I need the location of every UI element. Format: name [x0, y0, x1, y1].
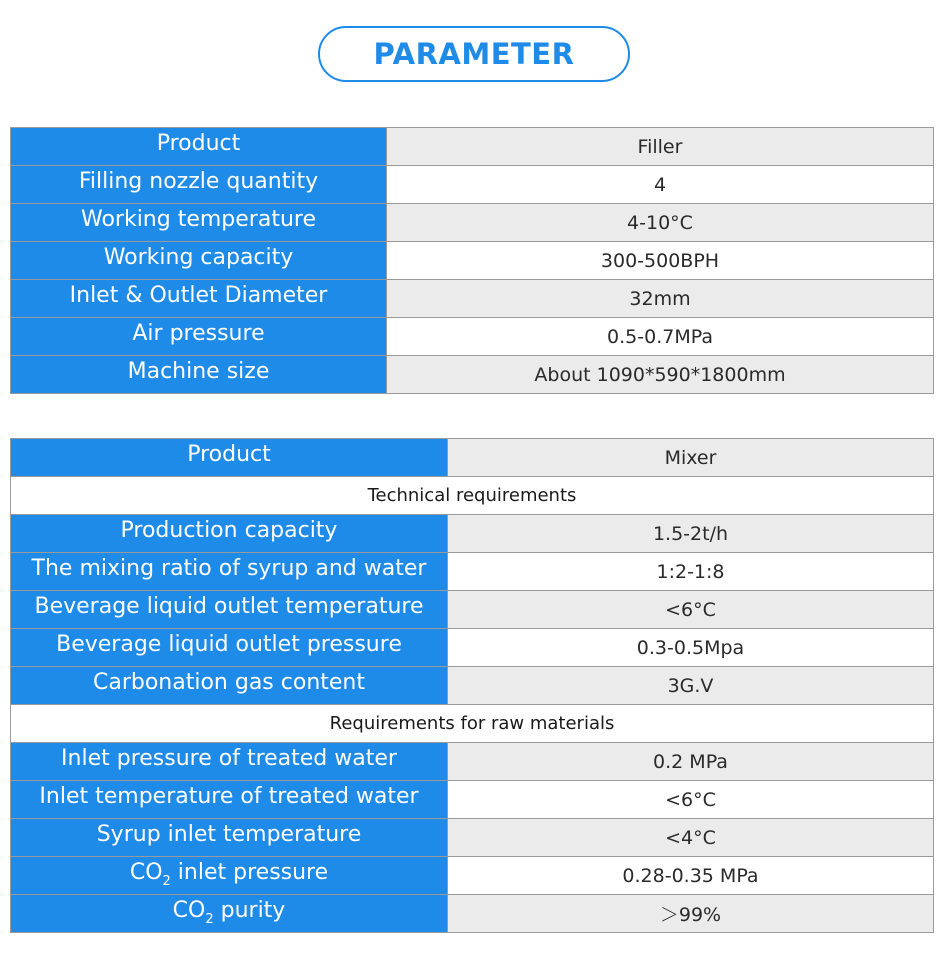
row-value: ＞99% — [448, 895, 934, 933]
row-value: 0.5-0.7MPa — [387, 318, 934, 356]
row-value: 0.2 MPa — [448, 743, 934, 781]
table-row — [11, 857, 934, 895]
table-row — [11, 356, 934, 394]
mixer-parameter-table — [10, 438, 934, 933]
row-label: Machine size — [11, 356, 387, 394]
table-row — [11, 166, 934, 204]
row-label: Beverage liquid outlet pressure — [11, 629, 448, 667]
table-row — [11, 819, 934, 857]
row-value: 3G.V — [448, 667, 934, 705]
table-row — [11, 242, 934, 280]
filler-parameter-table — [10, 127, 934, 394]
table-row — [11, 318, 934, 356]
table-row — [11, 895, 934, 933]
row-value: Filler — [387, 128, 934, 166]
row-label: The mixing ratio of syrup and water — [11, 553, 448, 591]
table-row — [11, 553, 934, 591]
row-value: 0.28-0.35 MPa — [448, 857, 934, 895]
row-value: <4°C — [448, 819, 934, 857]
co2-subscript: 2 — [205, 912, 214, 927]
row-label: Production capacity — [11, 515, 448, 553]
row-label: Inlet & Outlet Diameter — [11, 280, 387, 318]
co2-pressure-label: inlet pressure — [170, 860, 329, 885]
section-technical-requirements: Technical requirements — [11, 477, 934, 515]
row-value: Mixer — [448, 439, 934, 477]
co2-symbol: CO — [172, 898, 206, 923]
row-value: <6°C — [448, 781, 934, 819]
row-value: 300-500BPH — [387, 242, 934, 280]
row-value: 4 — [387, 166, 934, 204]
row-value: <6°C — [448, 591, 934, 629]
row-value: About 1090*590*1800mm — [387, 356, 934, 394]
table-row — [11, 515, 934, 553]
table-row — [11, 280, 934, 318]
table-row — [11, 204, 934, 242]
row-label: Beverage liquid outlet temperature — [11, 591, 448, 629]
section-header-row — [11, 705, 934, 743]
row-value: 1:2-1:8 — [448, 553, 934, 591]
table-row — [11, 591, 934, 629]
row-label: Filling nozzle quantity — [11, 166, 387, 204]
table-row — [11, 667, 934, 705]
row-value: 32mm — [387, 280, 934, 318]
row-value: 4-10°C — [387, 204, 934, 242]
table-row — [11, 439, 934, 477]
row-label: Working temperature — [11, 204, 387, 242]
row-label: Inlet pressure of treated water — [11, 743, 448, 781]
table-row — [11, 128, 934, 166]
page-title: PARAMETER — [318, 26, 630, 82]
row-label: Syrup inlet temperature — [11, 819, 448, 857]
row-label — [11, 857, 448, 895]
row-value: 0.3-0.5Mpa — [448, 629, 934, 667]
row-label — [11, 895, 448, 933]
row-label: Product — [11, 439, 448, 477]
co2-purity-label: purity — [213, 898, 286, 923]
table-row — [11, 743, 934, 781]
section-header-row — [11, 477, 934, 515]
row-label: Air pressure — [11, 318, 387, 356]
co2-subscript: 2 — [162, 874, 171, 889]
row-label: Working capacity — [11, 242, 387, 280]
section-raw-materials: Requirements for raw materials — [11, 705, 934, 743]
table-row — [11, 629, 934, 667]
row-label: Inlet temperature of treated water — [11, 781, 448, 819]
row-label: Carbonation gas content — [11, 667, 448, 705]
row-label: Product — [11, 128, 387, 166]
table-row — [11, 781, 934, 819]
row-value: 1.5-2t/h — [448, 515, 934, 553]
co2-symbol: CO — [129, 860, 163, 885]
